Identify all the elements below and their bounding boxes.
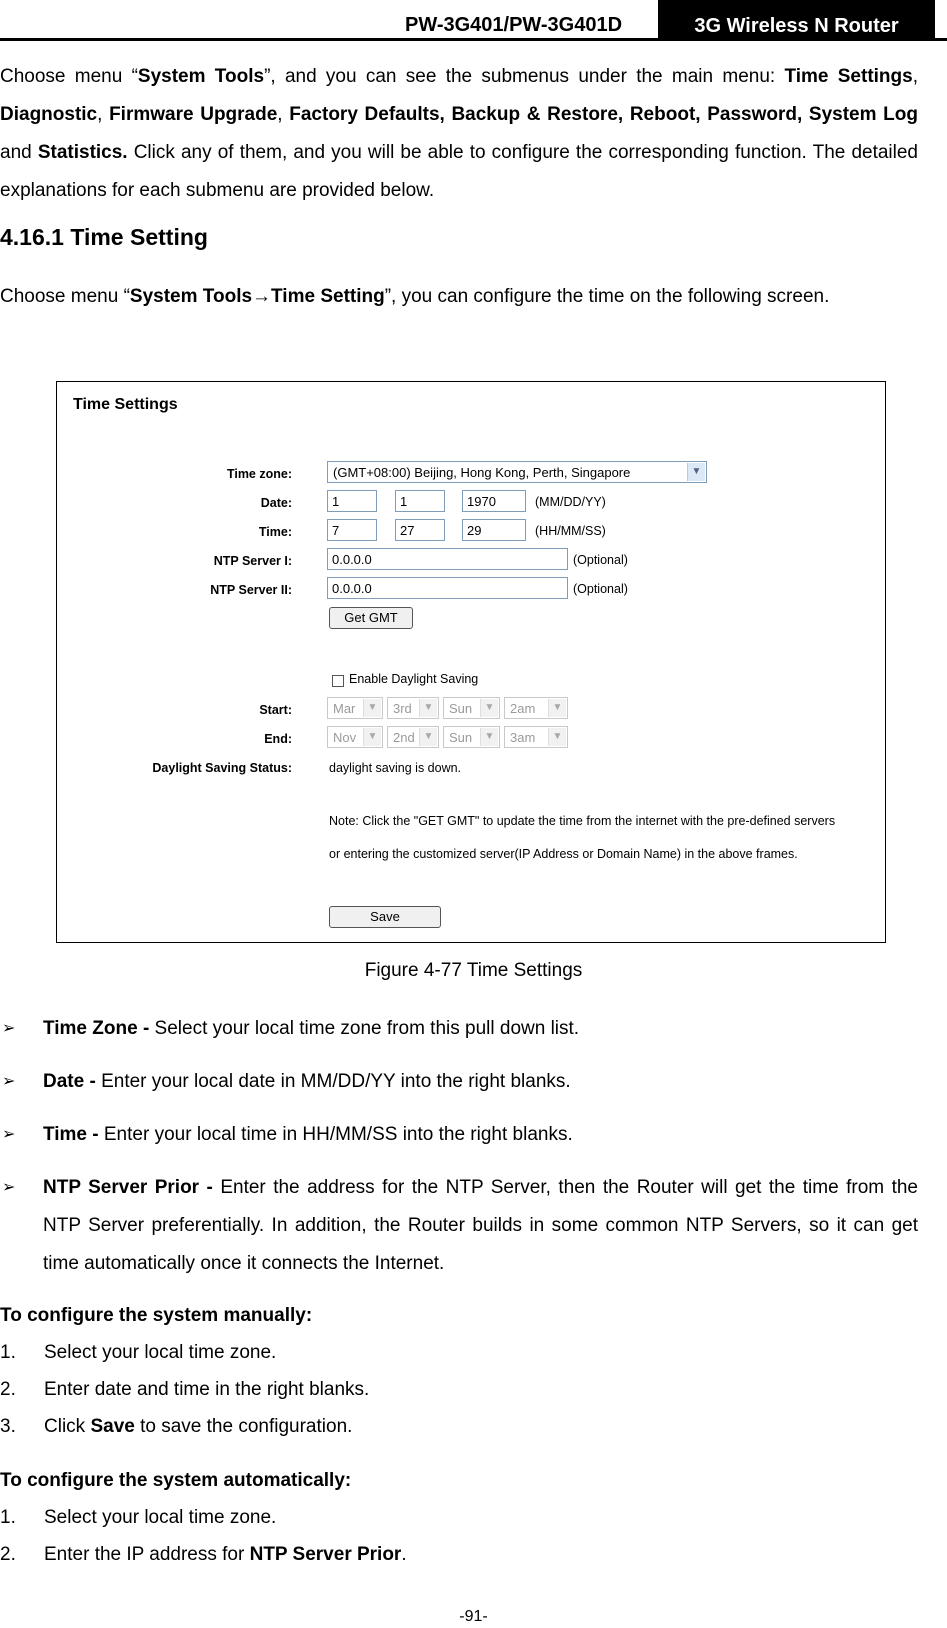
end-hour-select[interactable] — [504, 726, 568, 748]
dst-status-value: daylight saving is down. — [329, 761, 462, 775]
section-intro-text: Choose menu “ — [0, 286, 130, 307]
section-intro-text: ”, you can configure the time on the following screen. — [384, 286, 830, 307]
note-line-1: Note: Click the "GET GMT" to update the time from the internet with the pre-defined servers — [329, 814, 836, 828]
bullet-term: Date - — [43, 1071, 96, 1092]
ntp2-label: NTP Server II: — [210, 583, 292, 597]
page-header — [0, 0, 947, 42]
step-number: 1. — [0, 1507, 16, 1528]
arrow-icon: → — [252, 286, 272, 307]
intro-text: Choose menu “ — [0, 66, 138, 87]
end-week-value: 2nd — [393, 730, 415, 745]
intro-bold: Firmware Upgrade — [109, 104, 278, 125]
end-day-value: Sun — [449, 730, 473, 745]
step-text: Enter date and time in the right blanks. — [44, 1379, 370, 1400]
time-label: Time: — [258, 525, 292, 539]
chevron-down-icon: ▼ — [480, 728, 498, 746]
chevron-down-icon: ▼ — [548, 728, 566, 746]
start-month-select[interactable] — [327, 697, 383, 719]
date-year-input[interactable] — [462, 490, 526, 512]
arrowhead-bullet-icon: ➢ — [2, 1073, 16, 1090]
bullet-text: Select your local time zone from this pull down list. — [149, 1018, 580, 1039]
arrowhead-bullet-icon: ➢ — [2, 1126, 16, 1143]
intro-bold: Time Settings — [784, 66, 913, 87]
step-number: 3. — [0, 1416, 16, 1437]
start-month-value: Mar — [333, 701, 356, 716]
start-label: Start: — [259, 703, 292, 717]
step-number: 2. — [0, 1379, 16, 1400]
time-format-hint: (HH/MM/SS) — [535, 524, 606, 538]
daylight-saving-label: Enable Daylight Saving — [349, 672, 479, 686]
bullet-text: Enter your local time in HH/MM/SS into the right blanks. — [98, 1124, 573, 1145]
ntp1-label: NTP Server I: — [213, 554, 292, 568]
chevron-down-icon: ▼ — [363, 699, 381, 717]
start-week-select[interactable] — [387, 697, 439, 719]
step-bold: NTP Server Prior — [249, 1544, 402, 1565]
time-second-input[interactable] — [462, 519, 526, 541]
step-number: 1. — [0, 1342, 16, 1363]
chevron-down-icon: ▼ — [480, 699, 498, 717]
timezone-value: (GMT+08:00) Beijing, Hong Kong, Perth, Singapore — [333, 465, 631, 480]
bullet-term: Time Zone - — [43, 1018, 150, 1039]
date-format-hint: (MM/DD/YY) — [535, 495, 606, 509]
step-bold: Save — [90, 1416, 135, 1437]
step-text: Enter the IP address for — [44, 1544, 250, 1565]
intro-paragraph — [0, 58, 918, 210]
intro-text: ”, and you can see the submenus under the main menu: — [264, 66, 785, 87]
chevron-down-icon: ▼ — [363, 728, 381, 746]
time-settings-screenshot — [56, 381, 886, 943]
intro-bold: Statistics. — [37, 142, 128, 163]
step-number: 2. — [0, 1544, 16, 1565]
start-hour-select[interactable] — [504, 697, 568, 719]
start-hour-value: 2am — [510, 701, 536, 716]
section-intro-bold: System Tools — [129, 286, 253, 307]
bullet-text: Enter your local date in MM/DD/YY into the right blanks. — [95, 1071, 571, 1092]
time-hour-input[interactable] — [327, 519, 377, 541]
arrowhead-bullet-icon: ➢ — [2, 1179, 16, 1196]
save-button[interactable]: Save — [329, 906, 441, 928]
chevron-down-icon: ▼ — [419, 699, 437, 717]
header-rule — [0, 38, 947, 41]
intro-text: Click any of them, and you will be able to configure the corresponding function. The detailed explanations for each submenu are provided below. — [0, 142, 918, 201]
end-label: End: — [264, 732, 292, 746]
date-month-input[interactable] — [327, 490, 377, 512]
start-day-value: Sun — [449, 701, 473, 716]
end-hour-value: 3am — [510, 730, 536, 745]
chevron-down-icon: ▼ — [548, 699, 566, 717]
intro-text: and — [0, 142, 38, 163]
end-month-value: Nov — [333, 730, 357, 745]
step-text: Click — [44, 1416, 91, 1437]
header-product-tab: 3G Wireless N Router — [658, 0, 935, 39]
date-label: Date: — [260, 496, 292, 510]
date-day-input[interactable] — [395, 490, 445, 512]
auto-heading: To configure the system automatically: — [0, 1470, 352, 1491]
get-gmt-button[interactable]: Get GMT — [329, 607, 413, 629]
step-text: to save the configuration. — [134, 1416, 353, 1437]
intro-bold: System Tools — [137, 66, 265, 87]
end-month-select[interactable] — [327, 726, 383, 748]
arrowhead-bullet-icon: ➢ — [2, 1020, 16, 1037]
note-line-2: or entering the customized server(IP Address or Domain Name) in the above frames. — [329, 847, 798, 861]
intro-text: , — [97, 104, 110, 125]
figure-caption: Figure 4-77 Time Settings — [364, 960, 583, 981]
optional-hint: (Optional) — [573, 582, 628, 596]
chevron-down-icon: ▼ — [687, 463, 705, 481]
bullet-term: NTP Server Prior - — [43, 1177, 213, 1198]
timezone-label: Time zone: — [226, 467, 292, 481]
ntp-server-1-input[interactable] — [327, 548, 568, 570]
section-intro — [0, 278, 918, 316]
section-intro-bold: Time Setting — [271, 286, 385, 307]
intro-bold: Diagnostic — [0, 104, 98, 125]
intro-bold: Factory Defaults, Backup & Restore, Reboot, Password, System Log — [289, 104, 919, 125]
end-day-select[interactable] — [443, 726, 500, 748]
header-model: PW-3G401/PW-3G401D — [405, 14, 623, 36]
step-text: Select your local time zone. — [44, 1342, 277, 1363]
intro-text: , — [912, 66, 918, 87]
page-number: -91- — [459, 1608, 488, 1625]
bullet-term: Time - — [43, 1124, 99, 1145]
optional-hint: (Optional) — [573, 553, 628, 567]
ntp-server-2-input[interactable] — [327, 577, 568, 599]
intro-text: , — [277, 104, 290, 125]
step-text: Select your local time zone. — [44, 1507, 277, 1528]
chevron-down-icon: ▼ — [419, 728, 437, 746]
dst-status-label: Daylight Saving Status: — [152, 761, 292, 775]
manual-heading: To configure the system manually: — [0, 1305, 313, 1326]
panel-title: Time Settings — [73, 396, 178, 413]
end-week-select[interactable] — [387, 726, 439, 748]
section-heading: 4.16.1 Time Setting — [0, 224, 208, 250]
timezone-select[interactable] — [327, 461, 707, 483]
start-week-value: 3rd — [393, 701, 412, 716]
time-minute-input[interactable] — [395, 519, 445, 541]
step-text: . — [401, 1544, 407, 1565]
start-day-select[interactable] — [443, 697, 500, 719]
daylight-saving-checkbox[interactable] — [332, 675, 344, 687]
bullet-text: Enter the address for the NTP Server, then the Router will get the time from the NTP Server preferentially. In addition, the Router builds in some common NTP Servers, so it can get time automatically once it connects the Internet. — [43, 1177, 918, 1274]
